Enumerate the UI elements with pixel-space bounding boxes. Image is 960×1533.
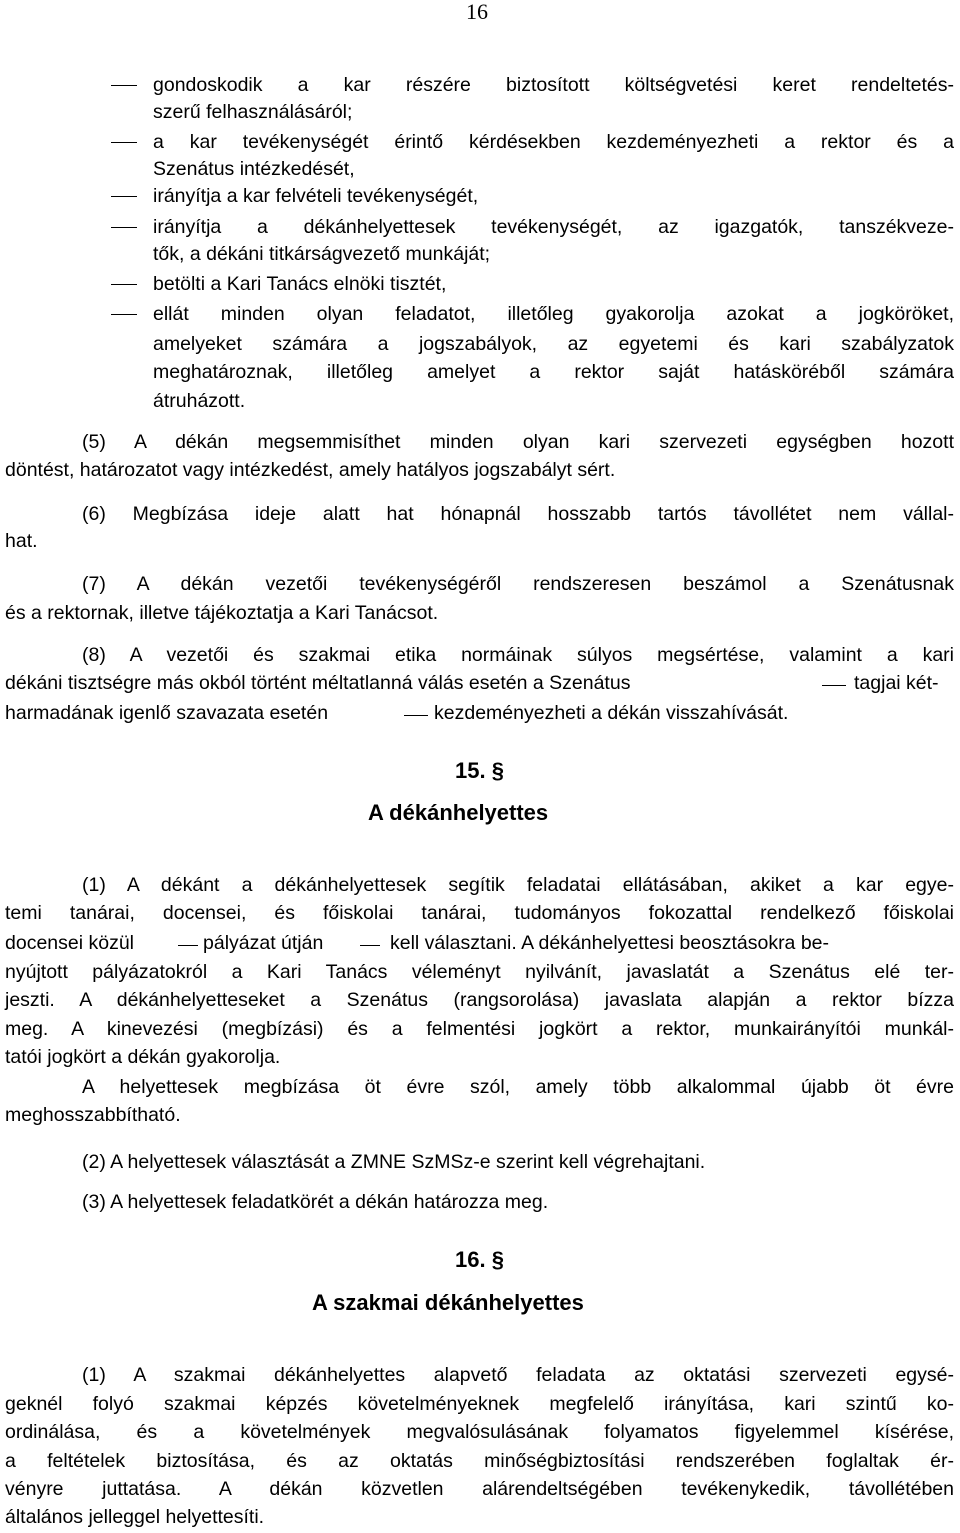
section-15-number: [455, 758, 504, 784]
paragraph-8-line-2b: tagjai két-: [854, 672, 939, 694]
bullet-4-line-1: irányítja a dékánhelyettesek tevékenységét, az igazgatók, tanszékveze-: [153, 216, 954, 238]
bullet-3-line-1: irányítja a kar felvételi tevékenységét,: [153, 185, 479, 207]
bullet-6-line-3: meghatároznak, illetőleg amelyet a rektor saját hatásköréből számára: [153, 361, 954, 383]
dash-inline-3: [178, 945, 198, 946]
dash-bullet-4: [111, 227, 137, 228]
section-15-line-8: A helyettesek megbízása öt évre szól, amely több alkalommal újabb öt évre: [82, 1076, 954, 1098]
bullet-6-line-2: amelyeket számára a jogszabályok, az egyetemi és kari szabályzatok: [153, 333, 954, 355]
section-15-line-6: meg. A kinevezési (megbízási) és a felmentési jogkört a rektor, munkairányítói munkál-: [5, 1018, 954, 1040]
section-15-paragraph-3: (3) A helyettesek feladatkörét a dékán határozza meg.: [82, 1191, 549, 1213]
section-16-line-4: a feltételek biztosítása, és az oktatás minőségbiztosítási rendszerében foglaltak ér-: [5, 1450, 954, 1472]
bullet-6-line-1: ellát minden olyan feladatot, illetőleg gyakorolja azokat a jogköröket,: [153, 303, 954, 325]
paragraph-5-line-1: (5) A dékán megsemmisíthet minden olyan kari szervezeti egységben hozott: [82, 431, 954, 453]
section-16-title: A szakmai dékánhelyettes: [312, 1290, 584, 1315]
paragraph-8-line-1: (8) A vezetői és szakmai etika normáinak súlyos megsértése, valamint a kari: [82, 644, 954, 666]
section-16-line-1: (1) A szakmai dékánhelyettes alapvető feladata az oktatási szervezeti egysé-: [82, 1364, 954, 1386]
section-15-title: A dékánhelyettes: [368, 800, 549, 825]
bullet-5-line-1: betölti a Kari Tanács elnöki tisztét,: [153, 273, 447, 295]
section-15-line-4: nyújtott pályázatokról a Kari Tanács véleményt nyilvánít, javaslatát a Szenátus elé ter-: [5, 961, 954, 983]
bullet-2-line-1: a kar tevékenységét érintő kérdésekben kezdeményezheti a rektor és a: [153, 131, 954, 153]
paragraph-7-line-1: (7) A dékán vezetői tevékenységéről rendszeresen beszámol a Szenátusnak: [82, 573, 954, 595]
section-15-line-3c: kell választani. A dékánhelyettesi beosztásokra be-: [390, 932, 830, 954]
section-16-line-5: vényre juttatása. A dékán közvetlen alárendeltségében tevékenykedik, távollétében: [5, 1478, 954, 1500]
section-15-paragraph-2: (2) A helyettesek választását a ZMNE SzMSz-e szerint kell végrehajtani.: [82, 1151, 706, 1173]
section-15-line-3a: docensei közül: [5, 932, 134, 954]
section-15-number-text: 15.: [455, 758, 486, 783]
bullet-1-line-1: gondoskodik a kar részére biztosított költségvetési keret rendeltetés-: [153, 74, 954, 96]
paragraph-6-line-1: (6) Megbízása ideje alatt hat hónapnál hosszabb tartós távollétet nem vállal-: [82, 503, 954, 525]
paragraph-6-line-2: hat.: [5, 530, 38, 552]
dash-bullet-3: [111, 196, 137, 197]
bullet-2-line-2: Szenátus intézkedését,: [153, 158, 355, 180]
section-sign-icon: §: [491, 1247, 504, 1272]
section-15-line-3b: pályázat útján: [203, 932, 324, 954]
dash-bullet-6: [111, 314, 137, 315]
page-number: 16: [466, 0, 488, 24]
section-15-line-7: tatói jogkört a dékán gyakorolja.: [5, 1046, 281, 1068]
paragraph-8-line-3b: kezdeményezheti a dékán visszahívását.: [434, 702, 789, 724]
dash-bullet-1: [111, 85, 137, 86]
section-16-number-text: 16.: [455, 1247, 486, 1272]
dash-bullet-2: [111, 142, 137, 143]
bullet-1-line-2: szerű felhasználásáról;: [153, 101, 353, 123]
dash-inline-1: [822, 685, 846, 686]
paragraph-7-line-2: és a rektornak, illetve tájékoztatja a Kari Tanácsot.: [5, 602, 439, 624]
section-15-line-2: temi tanárai, docensei, és főiskolai tanárai, tudományos fokozattal rendelkező főiskolai: [5, 902, 954, 924]
dash-bullet-5: [111, 284, 137, 285]
dash-inline-4: [360, 945, 380, 946]
section-sign-icon: §: [491, 758, 504, 783]
paragraph-5-line-2: döntést, határozatot vagy intézkedést, amely hatályos jogszabályt sért.: [5, 459, 616, 481]
section-15-line-1: (1) A dékánt a dékánhelyettesek segítik feladatai ellátásában, akiket a kar egye-: [82, 874, 954, 896]
bullet-4-line-2: tők, a dékáni titkárságvezető munkáját;: [153, 243, 491, 265]
paragraph-8-line-3a: harmadának igenlő szavazata esetén: [5, 702, 329, 724]
bullet-6-line-4: átruházott.: [153, 390, 246, 412]
paragraph-8-line-2a: dékáni tisztségre más okból történt méltatlanná válás esetén a Szenátus: [5, 672, 631, 694]
section-16-line-2: geknél folyó szakmai képzés követelményeknek megfelelő irányítása, kari szintű ko-: [5, 1393, 954, 1415]
section-16-line-6: általános jelleggel helyettesíti.: [5, 1506, 265, 1528]
section-16-line-3: ordinálása, és a követelmények megvalósulásának folyamatos figyelemmel kísérése,: [5, 1421, 954, 1443]
dash-inline-2: [404, 715, 428, 716]
section-15-line-5: jeszti. A dékánhelyetteseket a Szenátus (rangsorolása) javaslata alapján a rektor bízza: [5, 989, 954, 1011]
section-16-number: [455, 1247, 504, 1273]
section-15-line-9: meghosszabbítható.: [5, 1104, 181, 1126]
